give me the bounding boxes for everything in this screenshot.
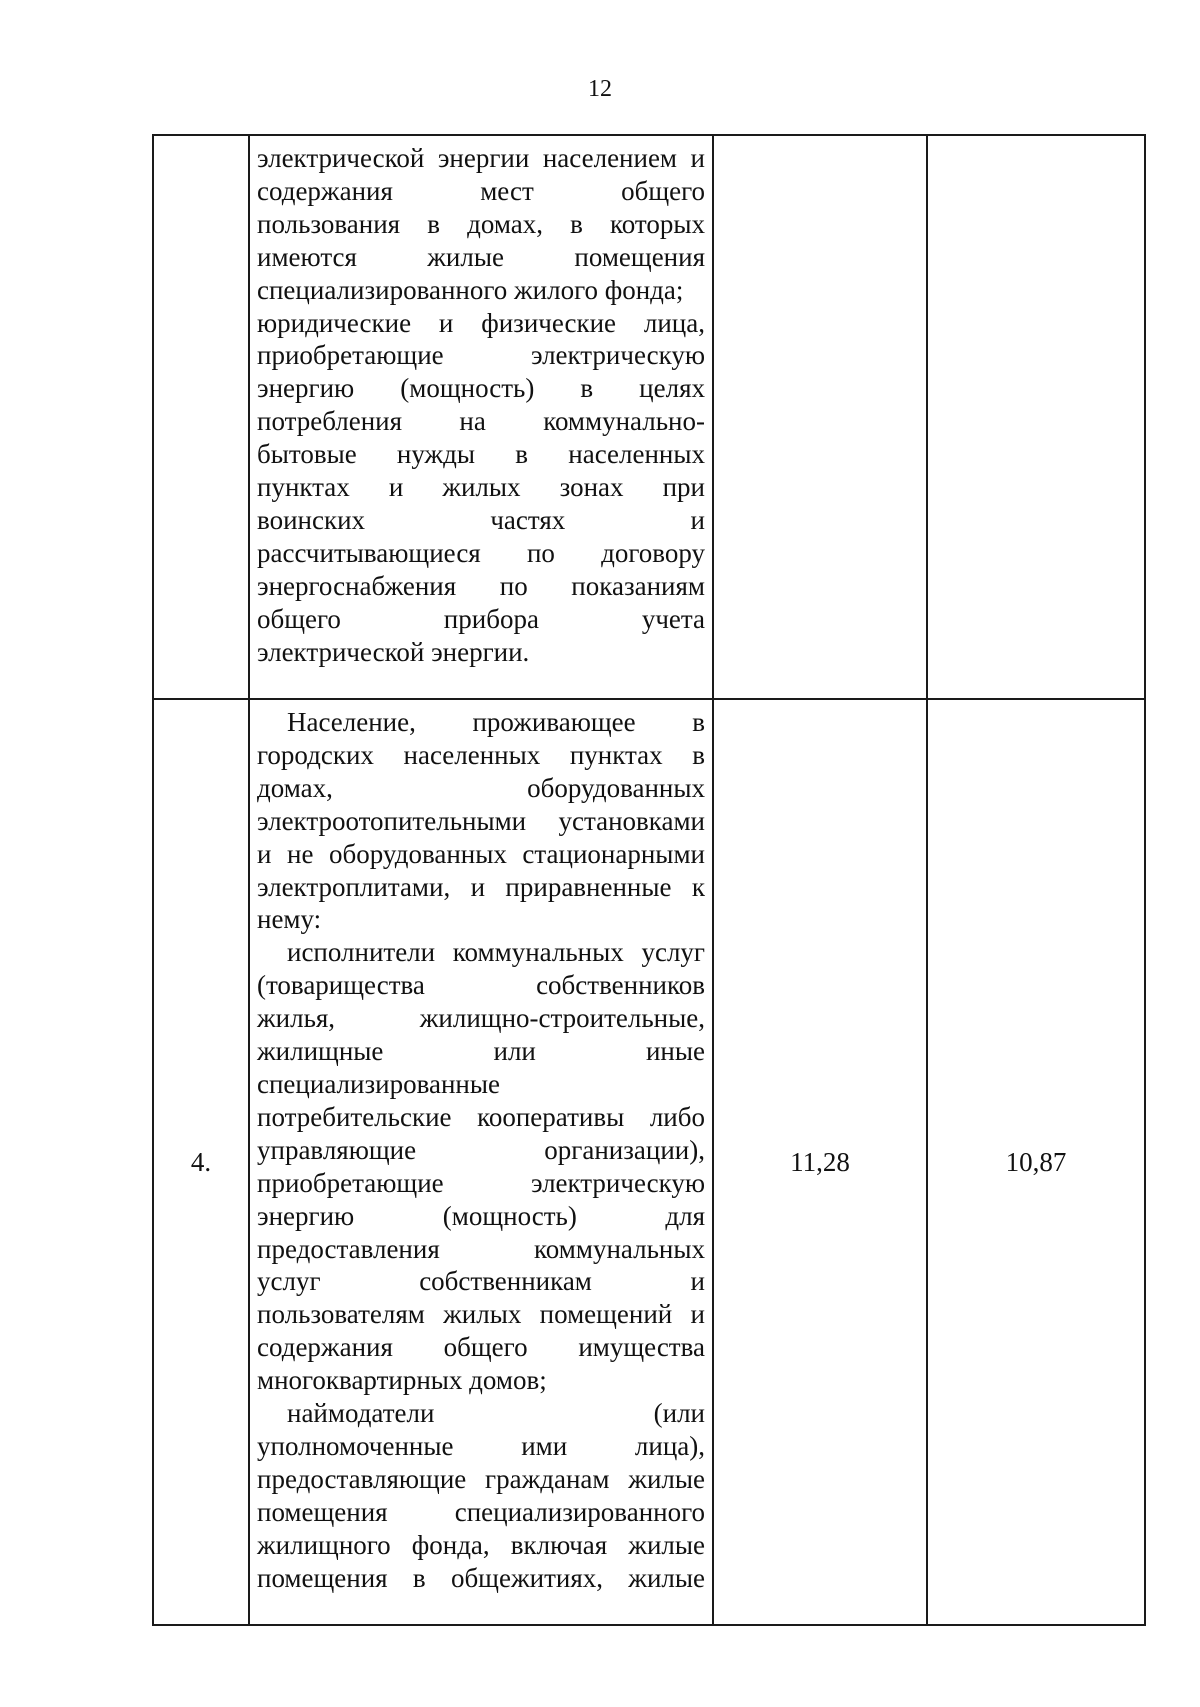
description-line: энергию (мощность) в целях [257,373,705,404]
description-line: домах, оборудованных [257,772,705,803]
description-line: содержания мест общего [257,175,705,206]
description-line: (товарищества собственников [257,970,705,1001]
description-line: воинских частях и [257,504,705,535]
description-line: энергоснабжения по показаниям [257,570,705,601]
description-line: городских населенных пунктах в [257,739,705,770]
row-number-cell [153,135,249,699]
description-line: помещения специализированного [257,1496,705,1527]
description-line: жилья, жилищно-строительные, [257,1003,705,1034]
description-line: специализированного жилого фонда; [257,274,684,305]
description-line: общего прибора учета [257,603,705,634]
description-line: пользователям жилых помещений и [257,1299,705,1330]
description-line: помещения в общежитиях, жилые [257,1562,705,1593]
description-line: наймодатели (или [287,1398,705,1429]
description-line: услуг собственникам и [257,1266,705,1297]
description-line: предоставления коммунальных [257,1233,705,1264]
description-line: нему: [257,904,322,935]
page-number: 12 [588,76,612,102]
description-line: многоквартирных домов; [257,1365,547,1396]
description-line: рассчитывающиеся по договору [257,537,705,568]
description-line: содержания общего имущества [257,1332,705,1363]
description-line: уполномоченные ими лица), [257,1430,705,1461]
description-line: потребления на коммунально- [257,406,705,437]
description-text [257,142,705,669]
tariff-value-1-cell: 11,28 [713,699,927,1625]
description-line: электроотопительными установками [257,805,705,836]
description-line: электрической энергии. [257,636,530,667]
table-row [153,699,1145,1625]
description-line: электроплитами, и приравненные к [257,871,705,902]
tariff-value-2-cell: 10,87 [927,699,1145,1625]
table-row [153,135,1145,699]
tariff-value-2-cell [927,135,1145,699]
description-line: Население, проживающее в [287,707,705,737]
description-line: специализированные [257,1068,500,1099]
description-line: имеются жилые помещения [257,241,705,272]
description-line: исполнители коммунальных услуг [287,937,705,968]
description-line: энергию (мощность) для [257,1200,705,1231]
description-line: жилищные или иные [257,1036,705,1067]
tariff-value-1-cell [713,135,927,699]
description-line: жилищного фонда, включая жилые [257,1529,705,1560]
description-line: и не оборудованных стационарными [257,838,705,869]
consumer-description-cell [249,699,713,1625]
description-line: бытовые нужды в населенных [257,439,705,470]
description-line: приобретающие электрическую [257,340,705,371]
description-line: предоставляющие гражданам жилые [257,1463,705,1494]
description-line: управляющие организации), [257,1134,705,1165]
row-number-cell: 4. [153,699,249,1625]
description-line: потребительские кооперативы либо [257,1101,705,1132]
consumer-description-cell [249,135,713,699]
description-line: пользования в домах, в которых [257,208,705,239]
description-line: электрической энергии населением и [257,143,705,173]
description-line: приобретающие электрическую [257,1167,705,1198]
description-text [257,706,705,1594]
description-line: юридические и физические лица, [257,307,705,338]
tariff-table [152,134,1146,1626]
description-line: пунктах и жилых зонах при [257,472,705,503]
